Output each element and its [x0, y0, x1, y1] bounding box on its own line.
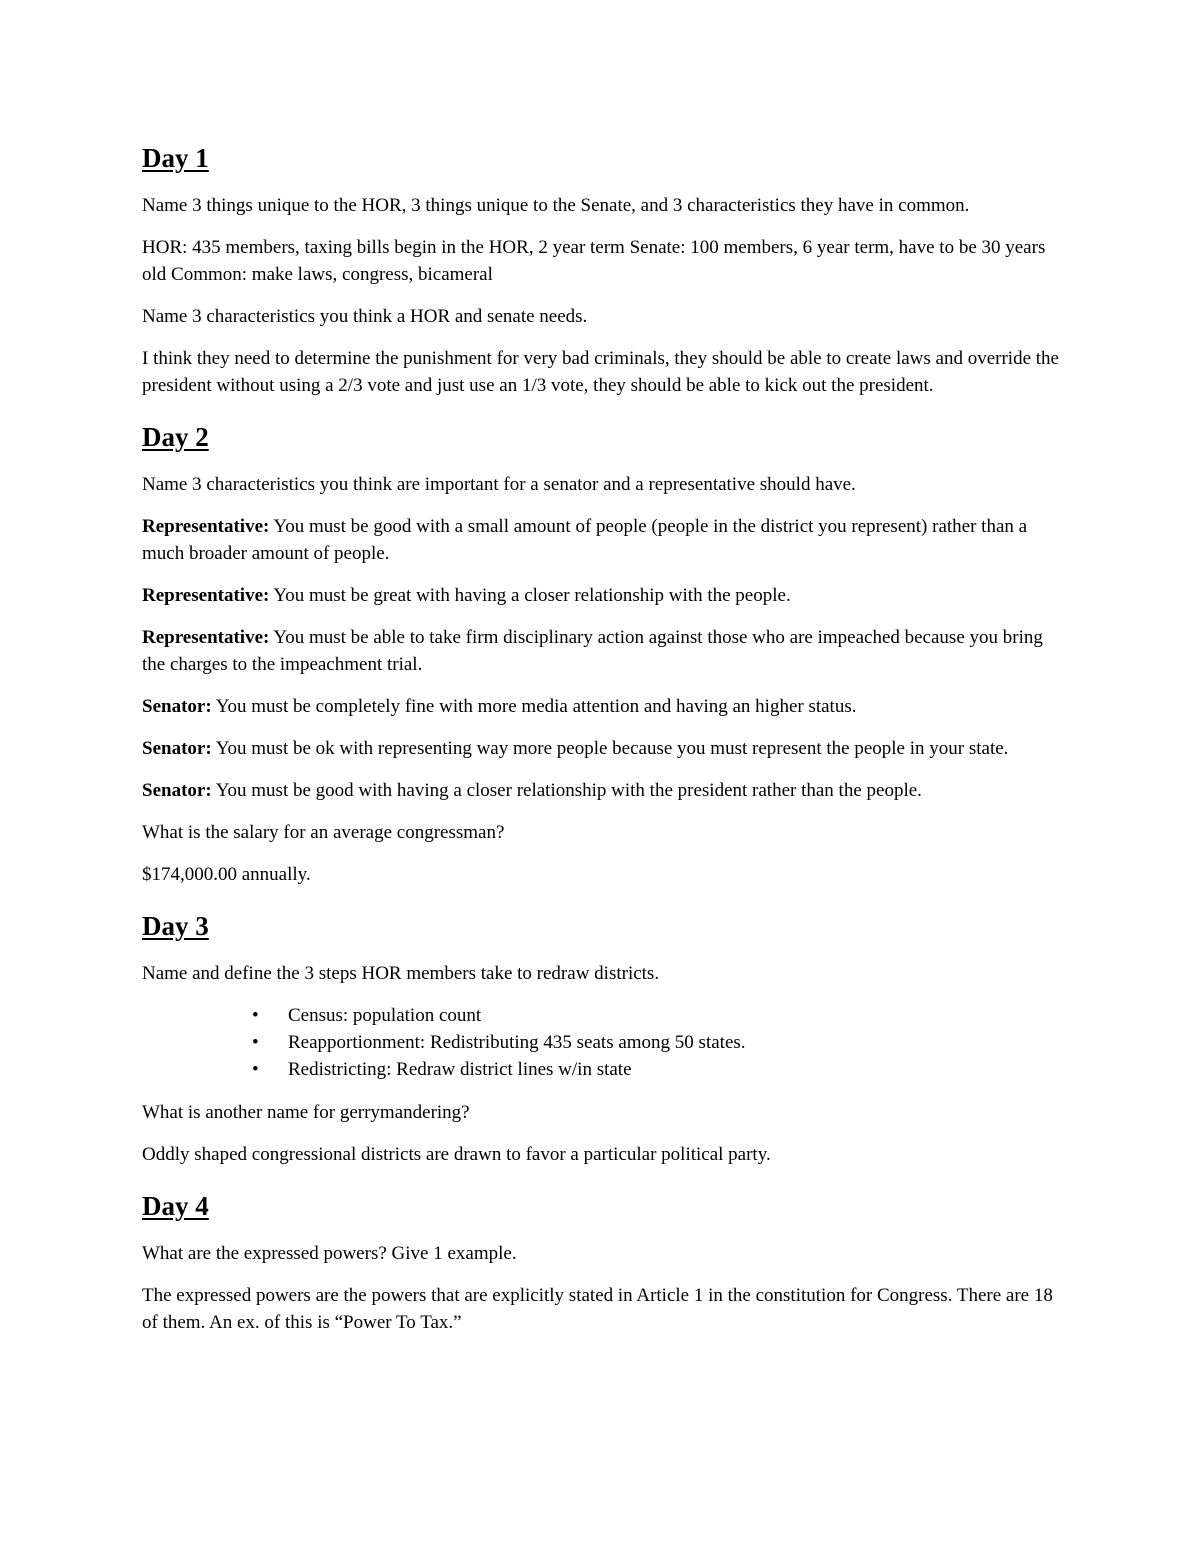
day2-item-text: You must be able to take firm disciplinary action against those who are impeached because you bring the charges to the impeachment trial. [142, 627, 1043, 675]
day3-section [142, 908, 1062, 1168]
day2-item [142, 735, 1062, 762]
day1-question-2: Name 3 characteristics you think a HOR and senate needs. [142, 306, 588, 327]
day2-item [142, 624, 1062, 678]
day3-answer-2: Oddly shaped congressional districts are drawn to favor a particular political party. [142, 1144, 771, 1165]
day1-heading: Day 1 [142, 143, 209, 173]
day2-section [142, 419, 1062, 888]
day1-answer-1: HOR: 435 members, taxing bills begin in the HOR, 2 year term Senate: 100 members, 6 year term, have to be 30 years old Common: make laws, congress, bicameral [142, 237, 1046, 285]
day3-heading: Day 3 [142, 911, 209, 941]
day2-item-text: You must be great with having a closer relationship with the people. [269, 585, 791, 606]
day2-item-text: You must be good with having a closer relationship with the president rather than the people. [211, 780, 922, 801]
day2-item [142, 582, 1062, 609]
day4-answer-1: The expressed powers are the powers that are explicitly stated in Article 1 in the constitution for Congress. There are 18 of them. An ex. of this is “Power To Tax.” [142, 1285, 1053, 1333]
day1-section [142, 140, 1062, 399]
day4-heading: Day 4 [142, 1191, 209, 1221]
list-item [252, 1002, 1062, 1029]
day2-item [142, 693, 1062, 720]
day2-heading: Day 2 [142, 422, 209, 452]
bullet-icon: • [252, 1032, 259, 1053]
day2-item-label: Senator: [142, 696, 212, 717]
day2-item [142, 513, 1062, 567]
day3-bullet-list [142, 1002, 1062, 1083]
day2-item-label: Senator: [142, 780, 212, 801]
day2-question-1: Name 3 characteristics you think are important for a senator and a representative should have. [142, 474, 856, 495]
day4-section [142, 1188, 1062, 1336]
day2-item-label: Representative: [142, 516, 270, 537]
day1-answer-2: I think they need to determine the punishment for very bad criminals, they should be able to create laws and override the president without using a 2/3 vote and just use an 1/3 vote, they should be able to kick out the president. [142, 348, 1059, 396]
day3-question-2: What is another name for gerrymandering? [142, 1102, 470, 1123]
day4-question-1: What are the expressed powers? Give 1 example. [142, 1243, 517, 1264]
list-item-text: Census: population count [288, 1005, 482, 1026]
day1-question-1: Name 3 things unique to the HOR, 3 things unique to the Senate, and 3 characteristics they have in common. [142, 195, 970, 216]
bullet-icon: • [252, 1059, 259, 1080]
day3-question-1: Name and define the 3 steps HOR members take to redraw districts. [142, 963, 660, 984]
day2-item-label: Representative: [142, 585, 270, 606]
list-item-text: Redistricting: Redraw district lines w/in state [288, 1059, 632, 1080]
document-page [142, 140, 1062, 1351]
day2-item-label: Representative: [142, 627, 270, 648]
day2-item-text: You must be completely fine with more media attention and having an higher status. [211, 696, 857, 717]
list-item-text: Reapportionment: Redistributing 435 seats among 50 states. [288, 1032, 746, 1053]
day2-item-text: You must be good with a small amount of people (people in the district you represent) rather than a much broader amount of people. [142, 516, 1028, 564]
day2-question-2: What is the salary for an average congressman? [142, 822, 505, 843]
bullet-icon: • [252, 1005, 259, 1026]
day2-item-text: You must be ok with representing way more people because you must represent the people in your state. [211, 738, 1009, 759]
day2-item [142, 777, 1062, 804]
day2-item-label: Senator: [142, 738, 212, 759]
day2-answer-2: $174,000.00 annually. [142, 864, 311, 885]
list-item [252, 1029, 1062, 1056]
list-item [252, 1056, 1062, 1083]
